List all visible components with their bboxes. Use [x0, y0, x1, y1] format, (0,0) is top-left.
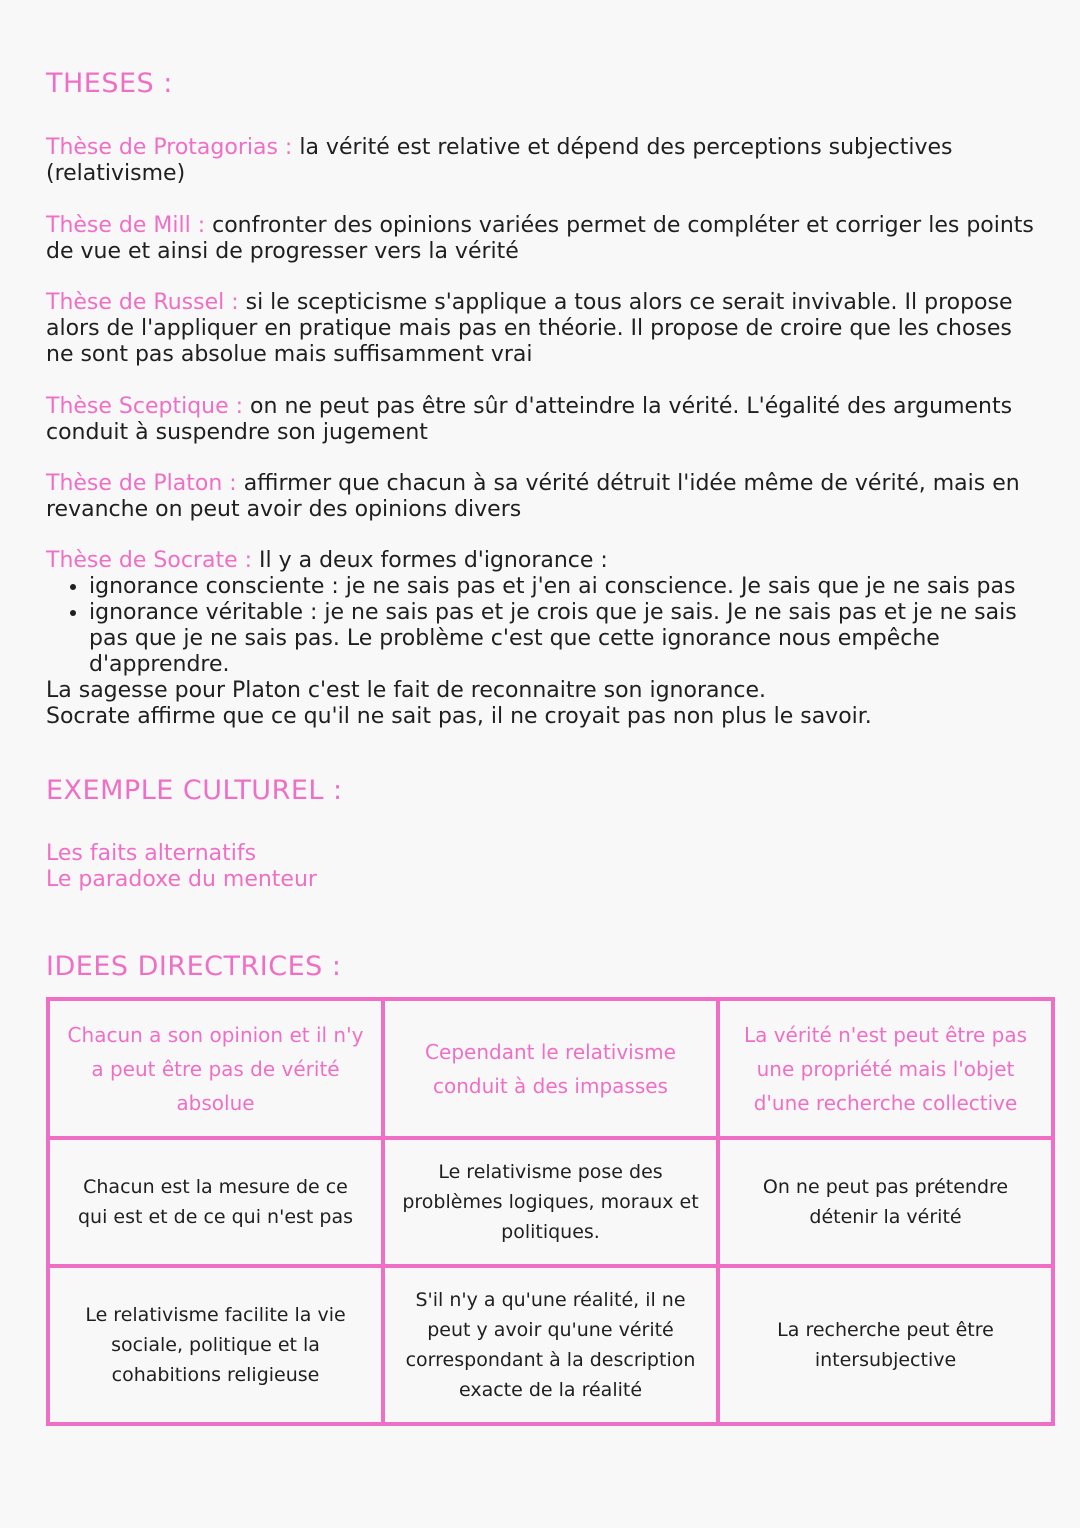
idees-table: [46, 997, 1055, 1426]
these-protagoras-text: la vérité est relative et dépend des perceptions subjectives (relativisme): [46, 135, 953, 186]
these-socrate-intro: Il y a deux formes d'ignorance :: [252, 548, 608, 573]
exemple-heading: EXEMPLE CULTUREL :: [46, 775, 343, 806]
list-item: Les faits alternatifs: [46, 841, 257, 866]
these-mill-text: confronter des opinions variées permet de compléter et corriger les points de vue et ainsi de progresser vers la vérité: [46, 213, 1034, 264]
table-cell: On ne peut pas prétendre détenir la vérité: [718, 1138, 1053, 1266]
table-cell: La recherche peut être intersubjective: [718, 1266, 1053, 1424]
sagesse-line: La sagesse pour Platon c'est le fait de reconnaitre son ignorance.: [46, 678, 767, 703]
table-cell: Chacun est la mesure de ce qui est et de ce qui n'est pas: [48, 1138, 383, 1266]
these-socrate: [46, 548, 1036, 730]
list-item: Le paradoxe du menteur: [46, 867, 317, 892]
these-sceptique-text: on ne peut pas être sûr d'atteindre la vérité. L'égalité des arguments conduit à suspendre son jugement: [46, 394, 1013, 445]
these-sceptique-label: Thèse Sceptique :: [46, 394, 244, 419]
these-protagoras: [46, 135, 1036, 187]
table-row: [48, 1138, 1053, 1266]
these-socrate-label: Thèse de Socrate :: [46, 548, 253, 573]
table-row: [48, 1266, 1053, 1424]
table-cell: Le relativisme pose des problèmes logiques, moraux et politiques.: [383, 1138, 718, 1266]
these-platon-text: affirmer que chacun à sa vérité détruit l'idée même de vérité, mais en revanche on peut avoir des opinions divers: [46, 471, 1020, 522]
these-russel-label: Thèse de Russel :: [46, 290, 239, 315]
exemple-list: [46, 841, 317, 893]
table-cell: S'il n'y a qu'une réalité, il ne peut y avoir qu'une vérité correspondant à la description exacte de la réalité: [383, 1266, 718, 1424]
list-item: • ignorance consciente : je ne sais pas et j'en ai conscience. Je sais que je ne sais pas: [89, 574, 1036, 600]
idees-heading: IDEES DIRECTRICES :: [46, 951, 342, 982]
table-header-cell: La vérité n'est peut être pas une propriété mais l'objet d'une recherche collective: [718, 999, 1053, 1138]
socrate-affirme-line: Socrate affirme que ce qu'il ne sait pas, il ne croyait pas non plus le savoir.: [46, 704, 872, 729]
these-sceptique: [46, 394, 1036, 446]
these-protagoras-label: Thèse de Protagorias :: [46, 135, 293, 160]
ignorance-list: [46, 574, 1036, 678]
these-mill-label: Thèse de Mill :: [46, 213, 206, 238]
these-russel-text: si le scepticisme s'applique a tous alors ce serait invivable. Il propose alors de l'appliquer en pratique mais pas en théorie. Il propose de croire que les choses ne sont pas absolue mais suffisamment vrai: [46, 290, 1013, 367]
table-row: [48, 999, 1053, 1138]
these-platon-label: Thèse de Platon :: [46, 471, 237, 496]
table-header-cell: Chacun a son opinion et il n'y a peut être pas de vérité absolue: [48, 999, 383, 1138]
these-platon: [46, 471, 1036, 523]
theses-heading: THESES :: [46, 68, 173, 99]
these-mill: [46, 213, 1036, 265]
these-russel: [46, 290, 1036, 368]
table-header-cell: Cependant le relativisme conduit à des impasses: [383, 999, 718, 1138]
list-item: • ignorance véritable : je ne sais pas et je crois que je sais. Je ne sais pas et je ne sais pas que je ne sais pas. Le problème c'est que cette ignorance nous empêche d'apprendre.: [89, 600, 1036, 678]
table-cell: Le relativisme facilite la vie sociale, politique et la cohabitions religieuse: [48, 1266, 383, 1424]
